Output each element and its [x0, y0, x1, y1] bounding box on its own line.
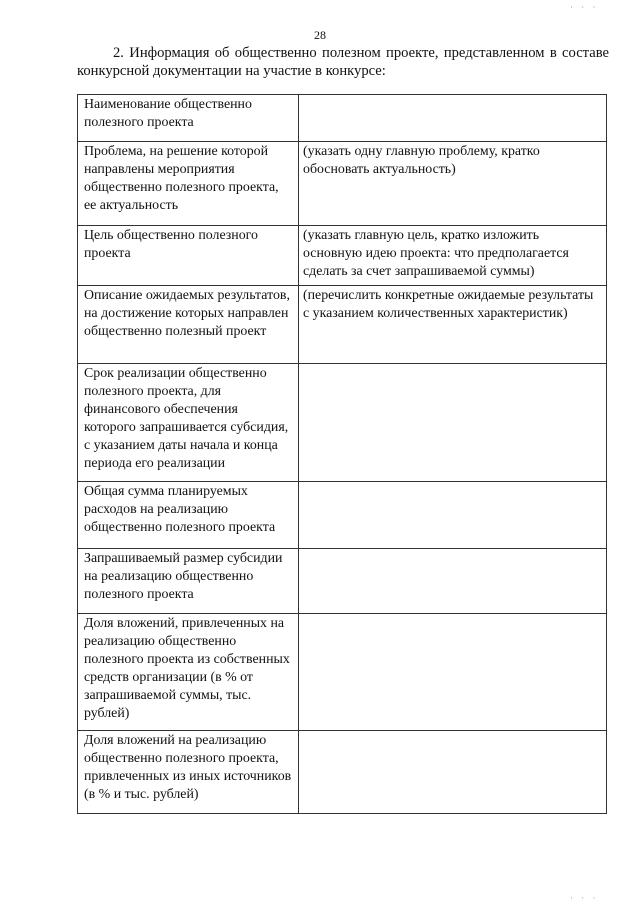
table-row — [78, 364, 607, 482]
row-value: (указать главную цель, кратко изложить основную идею проекта: что предполагается сделать за счет запрашиваемой суммы) — [299, 226, 607, 286]
row-label: Доля вложений на реализацию общественно полезного проекта, привлеченных из иных источников (в % и тыс. рублей) — [78, 731, 299, 814]
row-label: Запрашиваемый размер субсидии на реализацию общественно полезного проекта — [78, 549, 299, 614]
table-row — [78, 142, 607, 226]
row-label: Цель общественно полезного проекта — [78, 226, 299, 286]
row-label: Общая сумма планируемых расходов на реализацию общественно полезного проекта — [78, 482, 299, 549]
row-value: (указать одну главную проблему, кратко обосновать актуальность) — [299, 142, 607, 226]
row-value — [299, 364, 607, 482]
project-info-table — [77, 94, 607, 814]
page-number: 28 — [314, 28, 326, 42]
table-row — [78, 731, 607, 814]
scan-marks-top: · · · — [570, 2, 599, 12]
table-row — [78, 549, 607, 614]
row-value — [299, 482, 607, 549]
table-row — [78, 614, 607, 731]
row-value: (перечислить конкретные ожидаемые результаты с указанием количественных характеристик) — [299, 286, 607, 364]
row-value — [299, 95, 607, 142]
row-value — [299, 614, 607, 731]
section-intro: 2. Информация об общественно полезном проекте, представленном в составе конкурсной документации на участие в конкурсе: — [77, 45, 609, 79]
scan-marks-bottom: · · · — [570, 893, 599, 903]
table-row — [78, 482, 607, 549]
table-row — [78, 286, 607, 364]
row-label: Описание ожидаемых результатов, на достижение которых направлен общественно полезный проект — [78, 286, 299, 364]
row-label: Доля вложений, привлеченных на реализацию общественно полезного проекта из собственных средств организации (в % от запрашиваемой суммы, тыс. рублей) — [78, 614, 299, 731]
row-label: Срок реализации общественно полезного проекта, для финансового обеспечения которого запрашивается субсидия, с указанием даты начала и конца периода его реализации — [78, 364, 299, 482]
table-row — [78, 226, 607, 286]
row-value — [299, 549, 607, 614]
row-label: Проблема, на решение которой направлены мероприятия общественно полезного проекта, ее актуальность — [78, 142, 299, 226]
table-row — [78, 95, 607, 142]
row-value — [299, 731, 607, 814]
row-label: Наименование общественно полезного проекта — [78, 95, 299, 142]
